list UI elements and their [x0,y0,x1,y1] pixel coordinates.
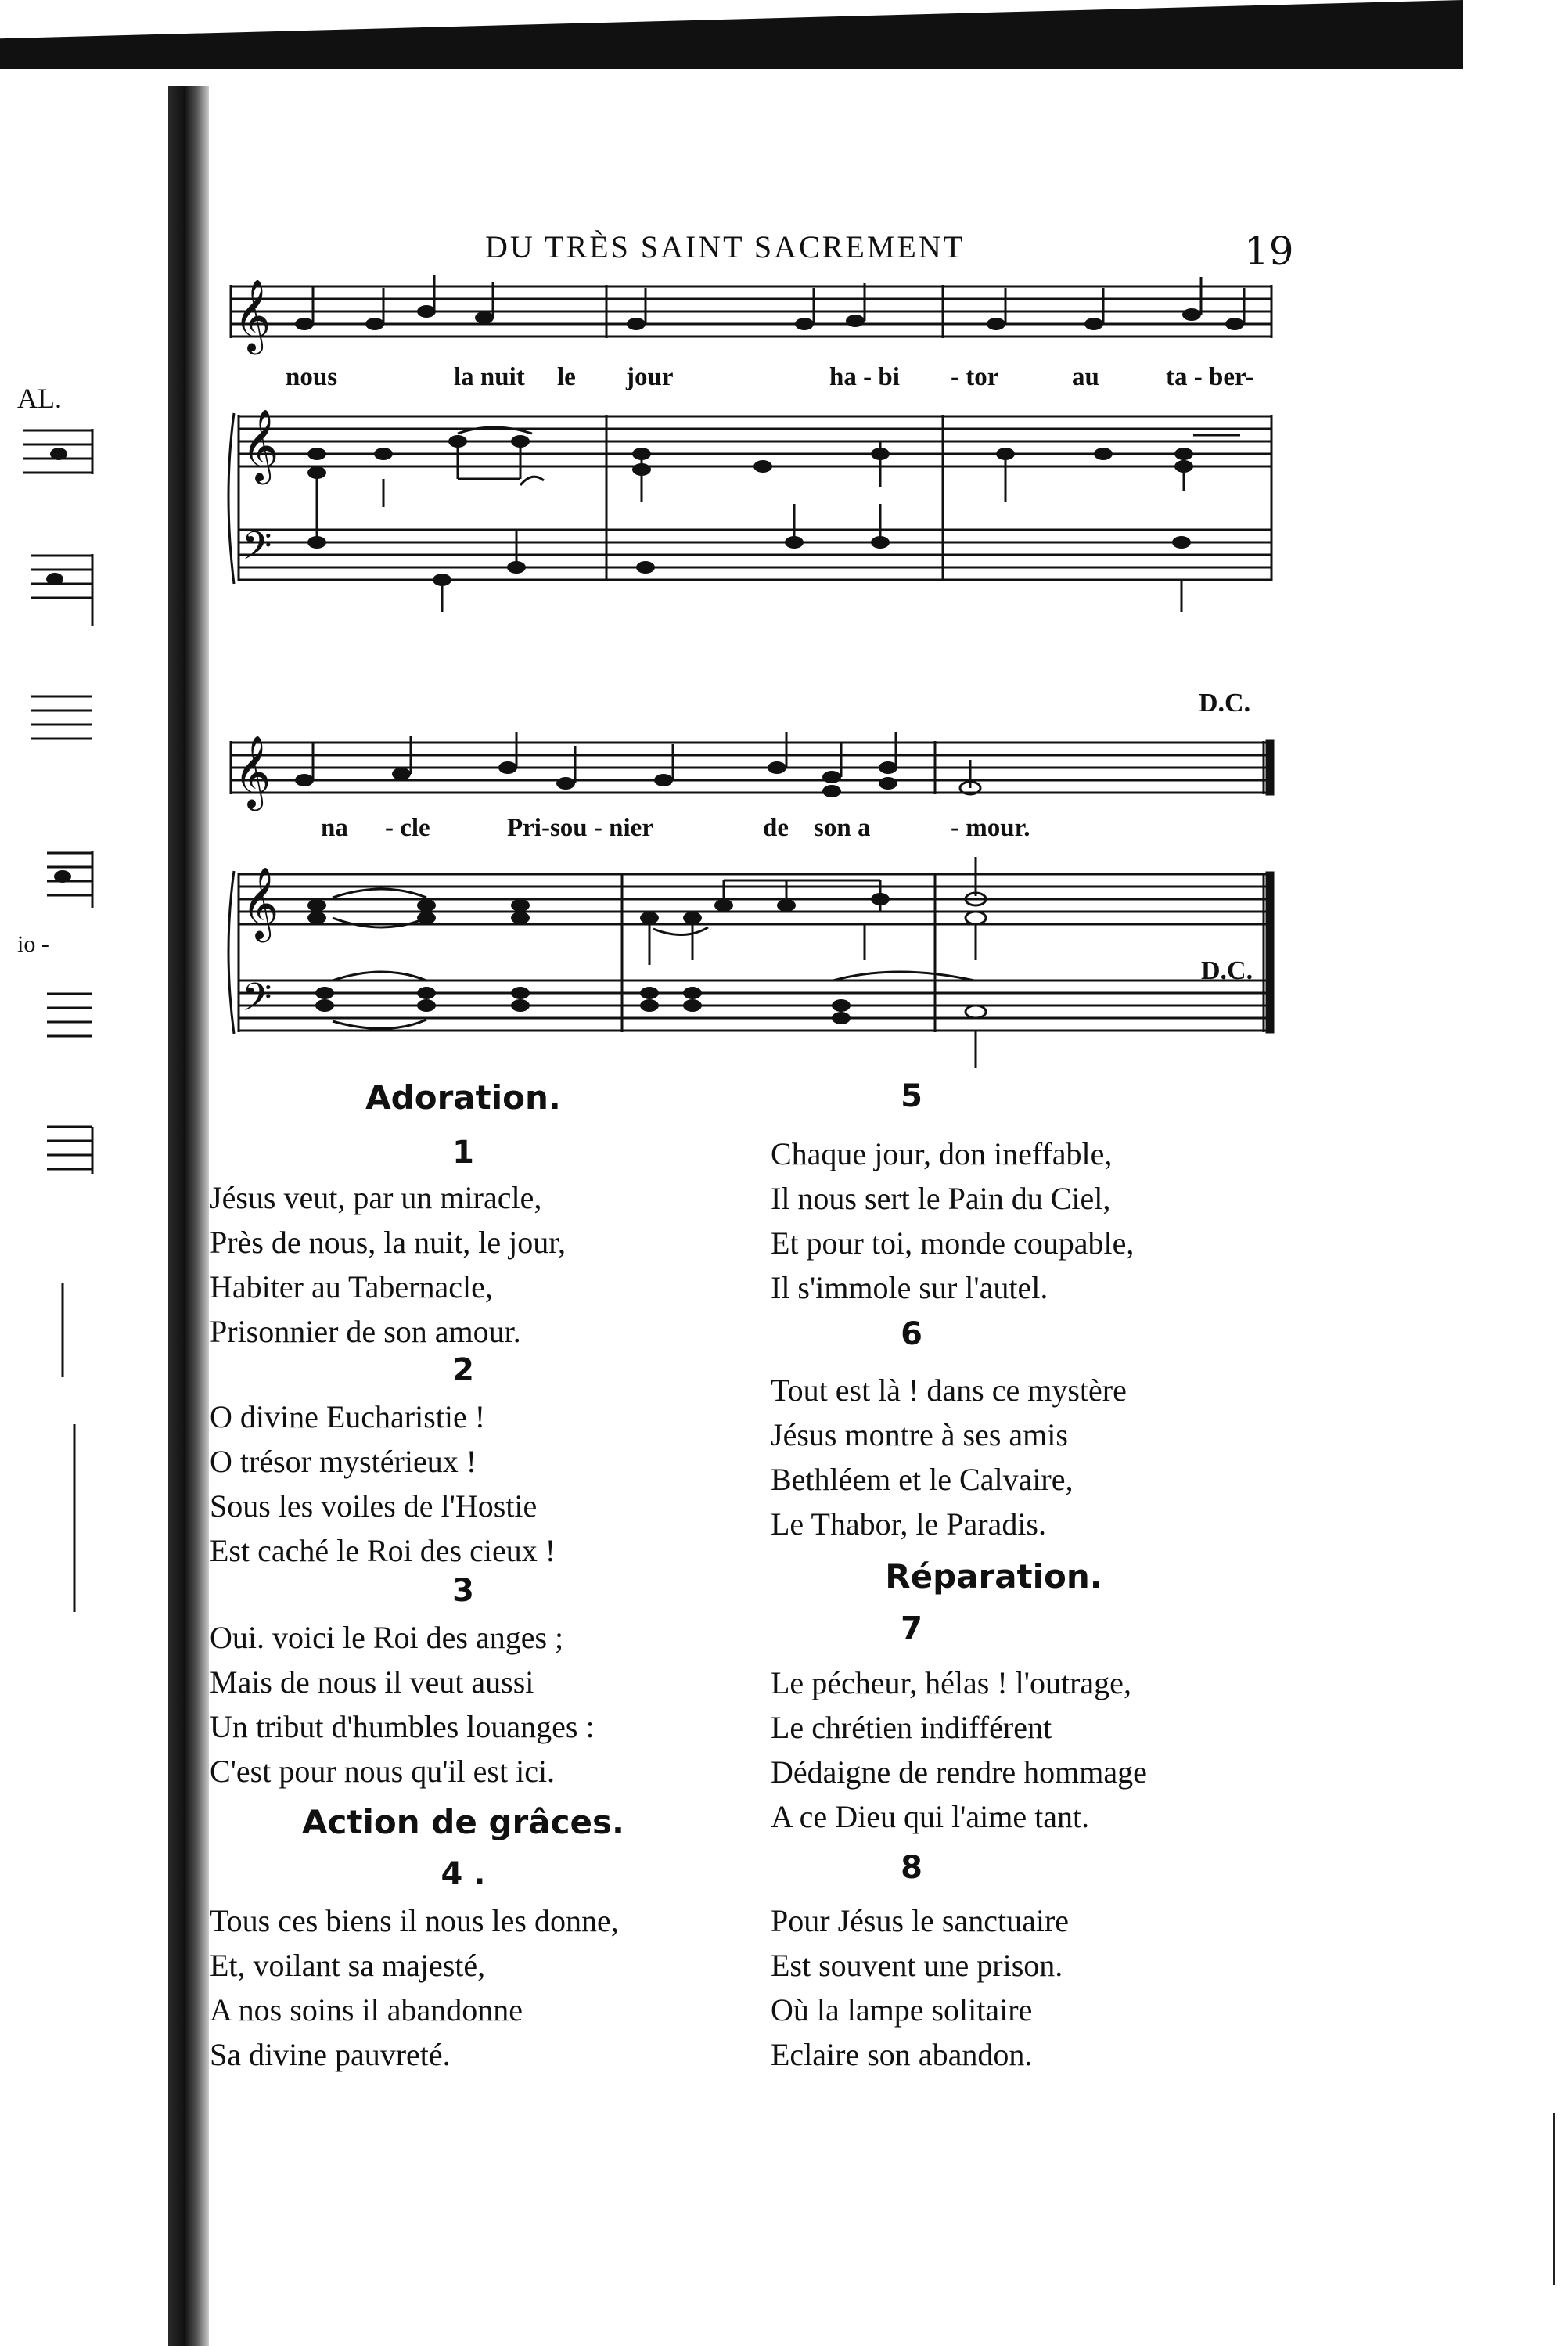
verse-number-8: 8 [901,1850,922,1886]
verse-6 [771,1368,1271,1546]
verse-line: Eclaire son abandon. [771,2037,1033,2072]
lyric-de: de [763,814,789,842]
verse-line: Oui. voici le Roi des anges ; [210,1620,564,1655]
lyric-prisounier: Pri-sou - nier [507,814,653,842]
verse-line: Est souvent une prison. [771,1948,1063,1983]
verse-line: Le Thabor, le Paradis. [771,1506,1046,1542]
lyric-na: na [321,814,348,842]
verse-5 [771,1132,1271,1310]
music-system-1 [223,275,1287,620]
page-number: 19 [1244,228,1294,274]
verse-number-5: 5 [901,1078,922,1114]
lyric-nous: nous [286,363,338,391]
dc-mark-piano: D.C. [1201,956,1253,985]
verse-4 [210,1898,726,2077]
verse-line: Bethléem et le Calvaire, [771,1462,1074,1497]
verse-number-2: 2 [452,1352,474,1388]
verse-line: Le pécheur, hélas ! l'outrage, [771,1665,1131,1700]
verse-7 [771,1661,1271,1839]
lyric-cle: - cle [385,814,430,842]
left-page-staff-fragments [0,423,110,1628]
lyric-son-a: son a [814,814,871,842]
lyric-jour: jour [626,363,674,391]
page-running-header: DU TRÈS SAINT SACREMENT [485,229,966,264]
verse-line: Il s'immole sur l'autel. [771,1270,1048,1305]
book-gutter-shadow [168,86,209,2346]
verse-line: Dédaigne de rendre hommage [771,1754,1147,1790]
verse-number-7: 7 [901,1610,922,1646]
lyric-ta-ber: ta - ber- [1166,363,1254,391]
verse-line: Chaque jour, don ineffable, [771,1136,1113,1171]
verse-line: A ce Dieu qui l'aime tant. [771,1799,1090,1834]
svg-text:𝄢: 𝄢 [242,524,272,578]
verse-line: O divine Eucharistie ! [210,1399,486,1434]
left-page-fragment: io - [17,931,49,957]
verse-line: A nos soins il abandonne [210,1992,523,2028]
verse-line: Sa divine pauvreté. [210,2037,451,2072]
verse-line: Un tribut d'humbles louanges : [210,1709,595,1744]
verse-number-1: 1 [452,1135,474,1171]
section-heading-action-de-graces: Action de grâces. [302,1803,624,1841]
lyric-mour: - mour. [951,814,1030,842]
verse-8 [771,1898,1271,2077]
svg-text:𝄞: 𝄞 [242,408,279,481]
verse-line: Tout est là ! dans ce mystère [771,1373,1127,1408]
verse-2 [210,1394,726,1573]
verse-line: Et, voilant sa majesté, [210,1948,486,1983]
svg-text:𝄞: 𝄞 [242,866,279,939]
dc-mark-voice: D.C. [1199,689,1251,718]
verse-line: Près de nous, la nuit, le jour, [210,1225,566,1260]
verse-number-4: 4 . [441,1856,486,1892]
verse-line: Est caché le Roi des cieux ! [210,1533,556,1568]
verse-line: Et pour toi, monde coupable, [771,1225,1135,1261]
verse-line: C'est pour nous qu'il est ici. [210,1754,556,1789]
verse-line: Pour Jésus le sanctuaire [771,1903,1070,1938]
verse-3 [210,1615,726,1794]
left-page-label: AL. [17,383,62,414]
scan-edge-line [1553,2113,1555,2285]
verse-line: Le chrétien indifférent [771,1710,1052,1745]
verse-line: O trésor mystérieux ! [210,1444,477,1479]
svg-text:𝄞: 𝄞 [234,279,272,351]
verse-line: Tous ces biens il nous les donne, [210,1903,619,1938]
verse-line: Jésus montre à ses amis [771,1417,1068,1452]
verse-number-6: 6 [901,1316,922,1352]
verse-line: Habiter au Tabernacle, [210,1269,493,1304]
music-system-2 [223,732,1287,1076]
section-heading-reparation: Réparation. [885,1557,1102,1596]
verse-number-3: 3 [452,1573,474,1609]
lyric-le: le [557,363,576,391]
verse-line: Il nous sert le Pain du Ciel, [771,1181,1111,1216]
verse-line: Prisonnier de son amour. [210,1314,521,1349]
lyric-au: au [1072,363,1099,391]
verse-line: Où la lampe solitaire [771,1992,1033,2028]
verse-line: Mais de nous il veut aussi [210,1664,534,1700]
verse-line: Sous les voiles de l'Hostie [210,1488,538,1524]
scan-top-border [0,0,1463,69]
lyric-tor: - tor [951,363,999,391]
lyric-ha-bi: ha - bi [829,363,900,391]
svg-text:𝄞: 𝄞 [234,735,272,808]
svg-text:𝄢: 𝄢 [242,975,272,1030]
section-heading-adoration: Adoration. [365,1078,561,1117]
verse-1 [210,1175,726,1354]
verse-line: Jésus veut, par un miracle, [210,1180,542,1215]
lyric-la-nuit: la nuit [454,363,525,391]
